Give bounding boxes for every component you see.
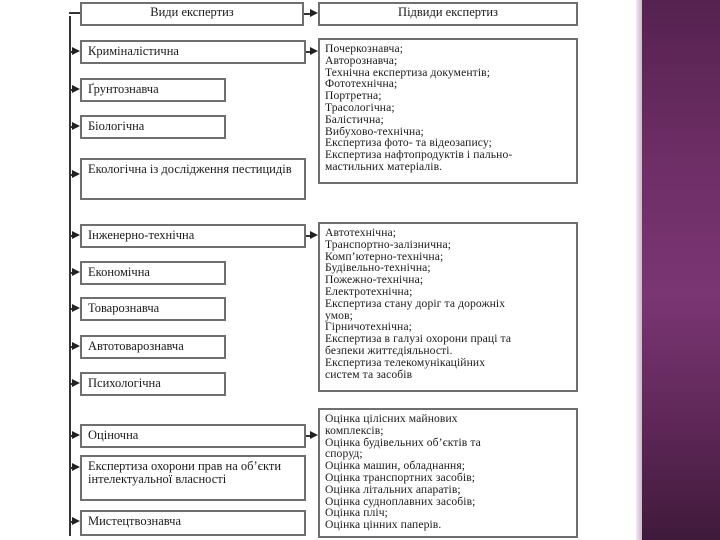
category-label: Експертиза охорони прав на об’єкти інтелектуальної власності [88, 459, 282, 486]
category-label: Економічна [88, 265, 150, 279]
arrow-right-icon [72, 304, 80, 312]
arrow-right-icon [72, 379, 80, 387]
subtype-item: Експертиза нафтопродуктів і пально- [325, 148, 513, 162]
subtype-item: комплексів; [325, 423, 384, 437]
subtype-item: Експертиза фото- та відеозапису; [325, 136, 492, 150]
subtype-list [325, 413, 571, 531]
subtype-item: безпеки життєдіяльності. [325, 343, 453, 357]
subtype-item: споруд; [325, 447, 363, 461]
category-box [80, 224, 306, 248]
subtype-item: Вибухово-технічна; [325, 124, 424, 138]
subtype-item: Експертиза стану доріг та дорожніх [325, 296, 506, 310]
subtypes-header-title: Підвиди експертиз [398, 5, 498, 19]
category-box [80, 335, 226, 359]
connector-trunk [69, 16, 71, 536]
category-box [80, 510, 306, 536]
subtype-item: Балістична; [325, 112, 384, 126]
subtype-group-box [318, 408, 578, 538]
arrow-right-icon [72, 517, 80, 525]
subtype-item: Пожежно-технічна; [325, 273, 424, 287]
subtype-item: Портретна; [325, 89, 382, 103]
arrow-right-icon [310, 9, 318, 17]
subtype-item: Оцінка транспортних засобів; [325, 470, 476, 484]
subtype-item: Експертиза в галузі охорони праці та [325, 332, 512, 346]
subtype-item: Гірничотехнічна; [325, 320, 412, 334]
subtype-item: умов; [325, 308, 353, 322]
category-label: Оціночна [88, 428, 139, 442]
subtype-item: мастильних матеріалів. [325, 159, 443, 173]
subtype-item: Оцінка літальних апаратів; [325, 482, 461, 496]
arrow-right-icon [310, 231, 318, 239]
arrow-right-icon [72, 268, 80, 276]
category-label: Криміналістична [88, 44, 179, 58]
arrow-right-icon [72, 431, 80, 439]
category-box [80, 424, 306, 448]
subtype-item: Оцінка цілісних майнових [325, 412, 458, 425]
subtype-item: Технічна експертиза документів; [325, 65, 491, 79]
subtype-item: Оцінка будівельних об’єктів та [325, 435, 481, 449]
category-box [80, 297, 226, 321]
decorative-side-panel [642, 0, 720, 540]
category-label: Товарознавча [88, 301, 160, 315]
category-label: Ґрунтознавча [88, 82, 159, 96]
category-box [80, 78, 226, 102]
subtype-list [325, 227, 571, 380]
arrow-right-icon [72, 122, 80, 130]
subtype-item: Транспортно-залізнична; [325, 237, 452, 251]
category-box [80, 158, 306, 200]
subtypes-header-box [318, 2, 578, 26]
subtype-item: Трасологічна; [325, 100, 395, 114]
types-header-title: Види експертиз [150, 5, 234, 19]
types-header-box [80, 2, 304, 26]
subtype-item: Оцінка пліч; [325, 506, 388, 520]
subtype-group-box [318, 38, 578, 184]
arrow-right-icon [72, 342, 80, 350]
subtype-item: систем та засобів [325, 367, 413, 381]
subtype-item: Будівельно-технічна; [325, 261, 431, 275]
subtype-item: Фототехнічна; [325, 77, 398, 91]
subtype-item: Комп’ютерно-технічна; [325, 249, 444, 263]
category-label: Автотоварознавча [88, 339, 184, 353]
subtype-list [325, 43, 571, 173]
subtype-item: Автотехнічна; [325, 226, 397, 239]
category-box [80, 261, 226, 285]
subtype-group-box [318, 222, 578, 392]
subtype-item: Оцінка судноплавних засобів; [325, 494, 476, 508]
subtype-item: Оцінка машин, обладнання; [325, 459, 466, 473]
category-label: Мистецтвознавча [88, 514, 182, 528]
category-box [80, 455, 306, 501]
category-box [80, 40, 306, 64]
category-label: Біологічна [88, 119, 145, 133]
category-box [80, 372, 226, 396]
arrow-right-icon [72, 85, 80, 93]
subtype-item: Експертиза телекомунікаційних [325, 355, 486, 369]
category-box [80, 115, 226, 139]
arrow-right-icon [310, 431, 318, 439]
arrow-right-icon [72, 170, 80, 178]
subtype-item: Оцінка цінних паперів. [325, 518, 442, 532]
category-label: Психологічна [88, 376, 161, 390]
category-label: Екологічна із дослідження пестицидів [88, 162, 292, 176]
subtype-item: Авторознавча; [325, 53, 398, 67]
subtype-item: Почеркознавча; [325, 42, 404, 55]
category-label: Інженерно-технічна [88, 228, 195, 242]
subtype-item: Електротехнічна; [325, 284, 413, 298]
arrow-right-icon [310, 47, 318, 55]
arrow-right-icon [72, 47, 80, 55]
arrow-right-icon [72, 231, 80, 239]
arrow-right-icon [72, 463, 80, 471]
